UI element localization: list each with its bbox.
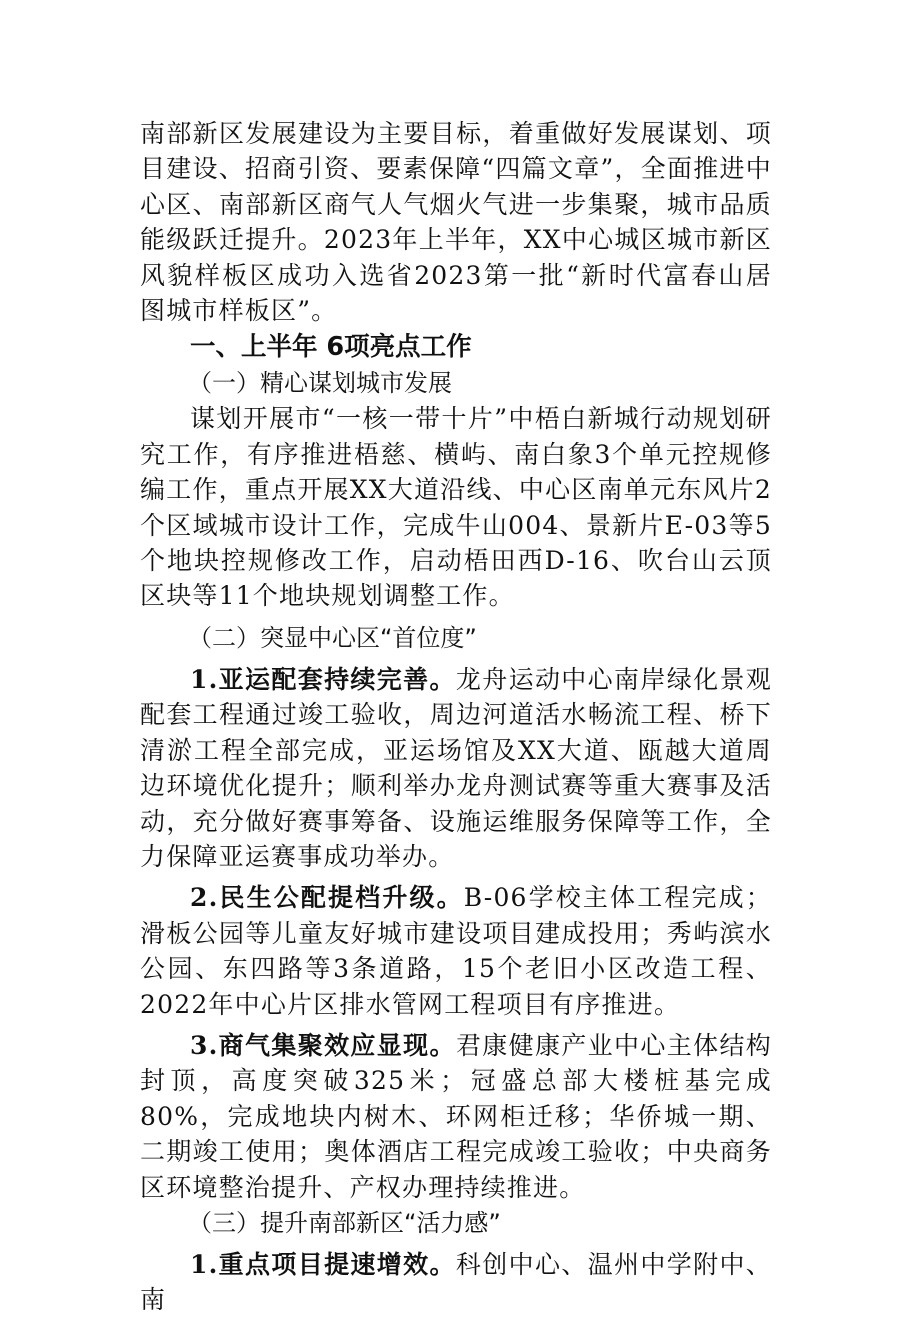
intro-paragraph: 南部新区发展建设为主要目标，着重做好发展谋划、项目建设、招商引资、要素保障“四篇文章”，全面推进中心区、南部新区商气人气烟火气进一步集聚，城市品质能级跃迁提升。2023年上半年，XX中心城区城市新区风貌样板区成功入选省2023第一批“新时代富春山居图城市样板区”。 xyxy=(140,119,772,326)
subsection-heading-south: （三）提升南部新区“活力感” xyxy=(188,1208,501,1237)
planning-paragraph: 谋划开展市“一核一带十片”中梧白新城行动规划研究工作，有序推进梧慈、横屿、南白象3个单元控规修编工作，重点开展XX大道沿线、中心区南单元东风片2个区域城市设计工作，完成牛山004、景新片E-03等5个地块控规修改工作，启动梧田西D-16、吹台山云顶区块等11个地块规划调整工作。 xyxy=(140,404,772,611)
item-body: 龙舟运动中心南岸绿化景观配套工程通过竣工验收，周边河道活水畅流工程、桥下清淤工程全部完成，亚运场馆及XX大道、瓯越大道周边环境优化提升；顺利举办龙舟测试赛等重大赛事及活动，充分做好赛事筹备、设施运维服务保障等工作，全力保障亚运赛事成功举办。 xyxy=(140,664,772,871)
item-body: 君康健康产业中心主体结构封顶，高度突破325米；冠盛总部大楼桩基完成80%，完成地块内树木、环网柜迁移；华侨城一期、二期竣工使用；奥体酒店工程完成竣工验收；中央商务区环境整治提升、产权办理持续推进。 xyxy=(140,1030,772,1202)
item-title: 3.商气集聚效应显现。 xyxy=(190,1030,456,1060)
item-title: 1.重点项目提速增效。 xyxy=(190,1249,456,1279)
section-heading-highlights: 一、上半年 6项亮点工作 xyxy=(190,332,472,363)
item-paragraph-key-projects xyxy=(140,1247,772,1318)
subsection-heading-center: （二）突显中心区“首位度” xyxy=(188,623,477,652)
item-paragraph-asian-games xyxy=(140,662,772,874)
subsection-heading-planning: （一）精心谋划城市发展 xyxy=(188,369,452,398)
item-title: 2.民生公配提档升级。 xyxy=(190,883,464,913)
document-body xyxy=(140,116,772,1318)
item-paragraph-public-facilities xyxy=(140,880,772,1022)
item-title: 1.亚运配套持续完善。 xyxy=(190,664,456,694)
item-body: B-06学校主体工程完成；滑板公园等儿童友好城市建设项目建成投用；秀屿滨水公园、东四路等3条道路，15个老旧小区改造工程、2022年中心片区排水管网工程项目有序推进。 xyxy=(140,883,772,1019)
item-paragraph-commerce xyxy=(140,1028,772,1205)
item-body: 科创中心、温州中学附中、南 xyxy=(140,1249,772,1315)
